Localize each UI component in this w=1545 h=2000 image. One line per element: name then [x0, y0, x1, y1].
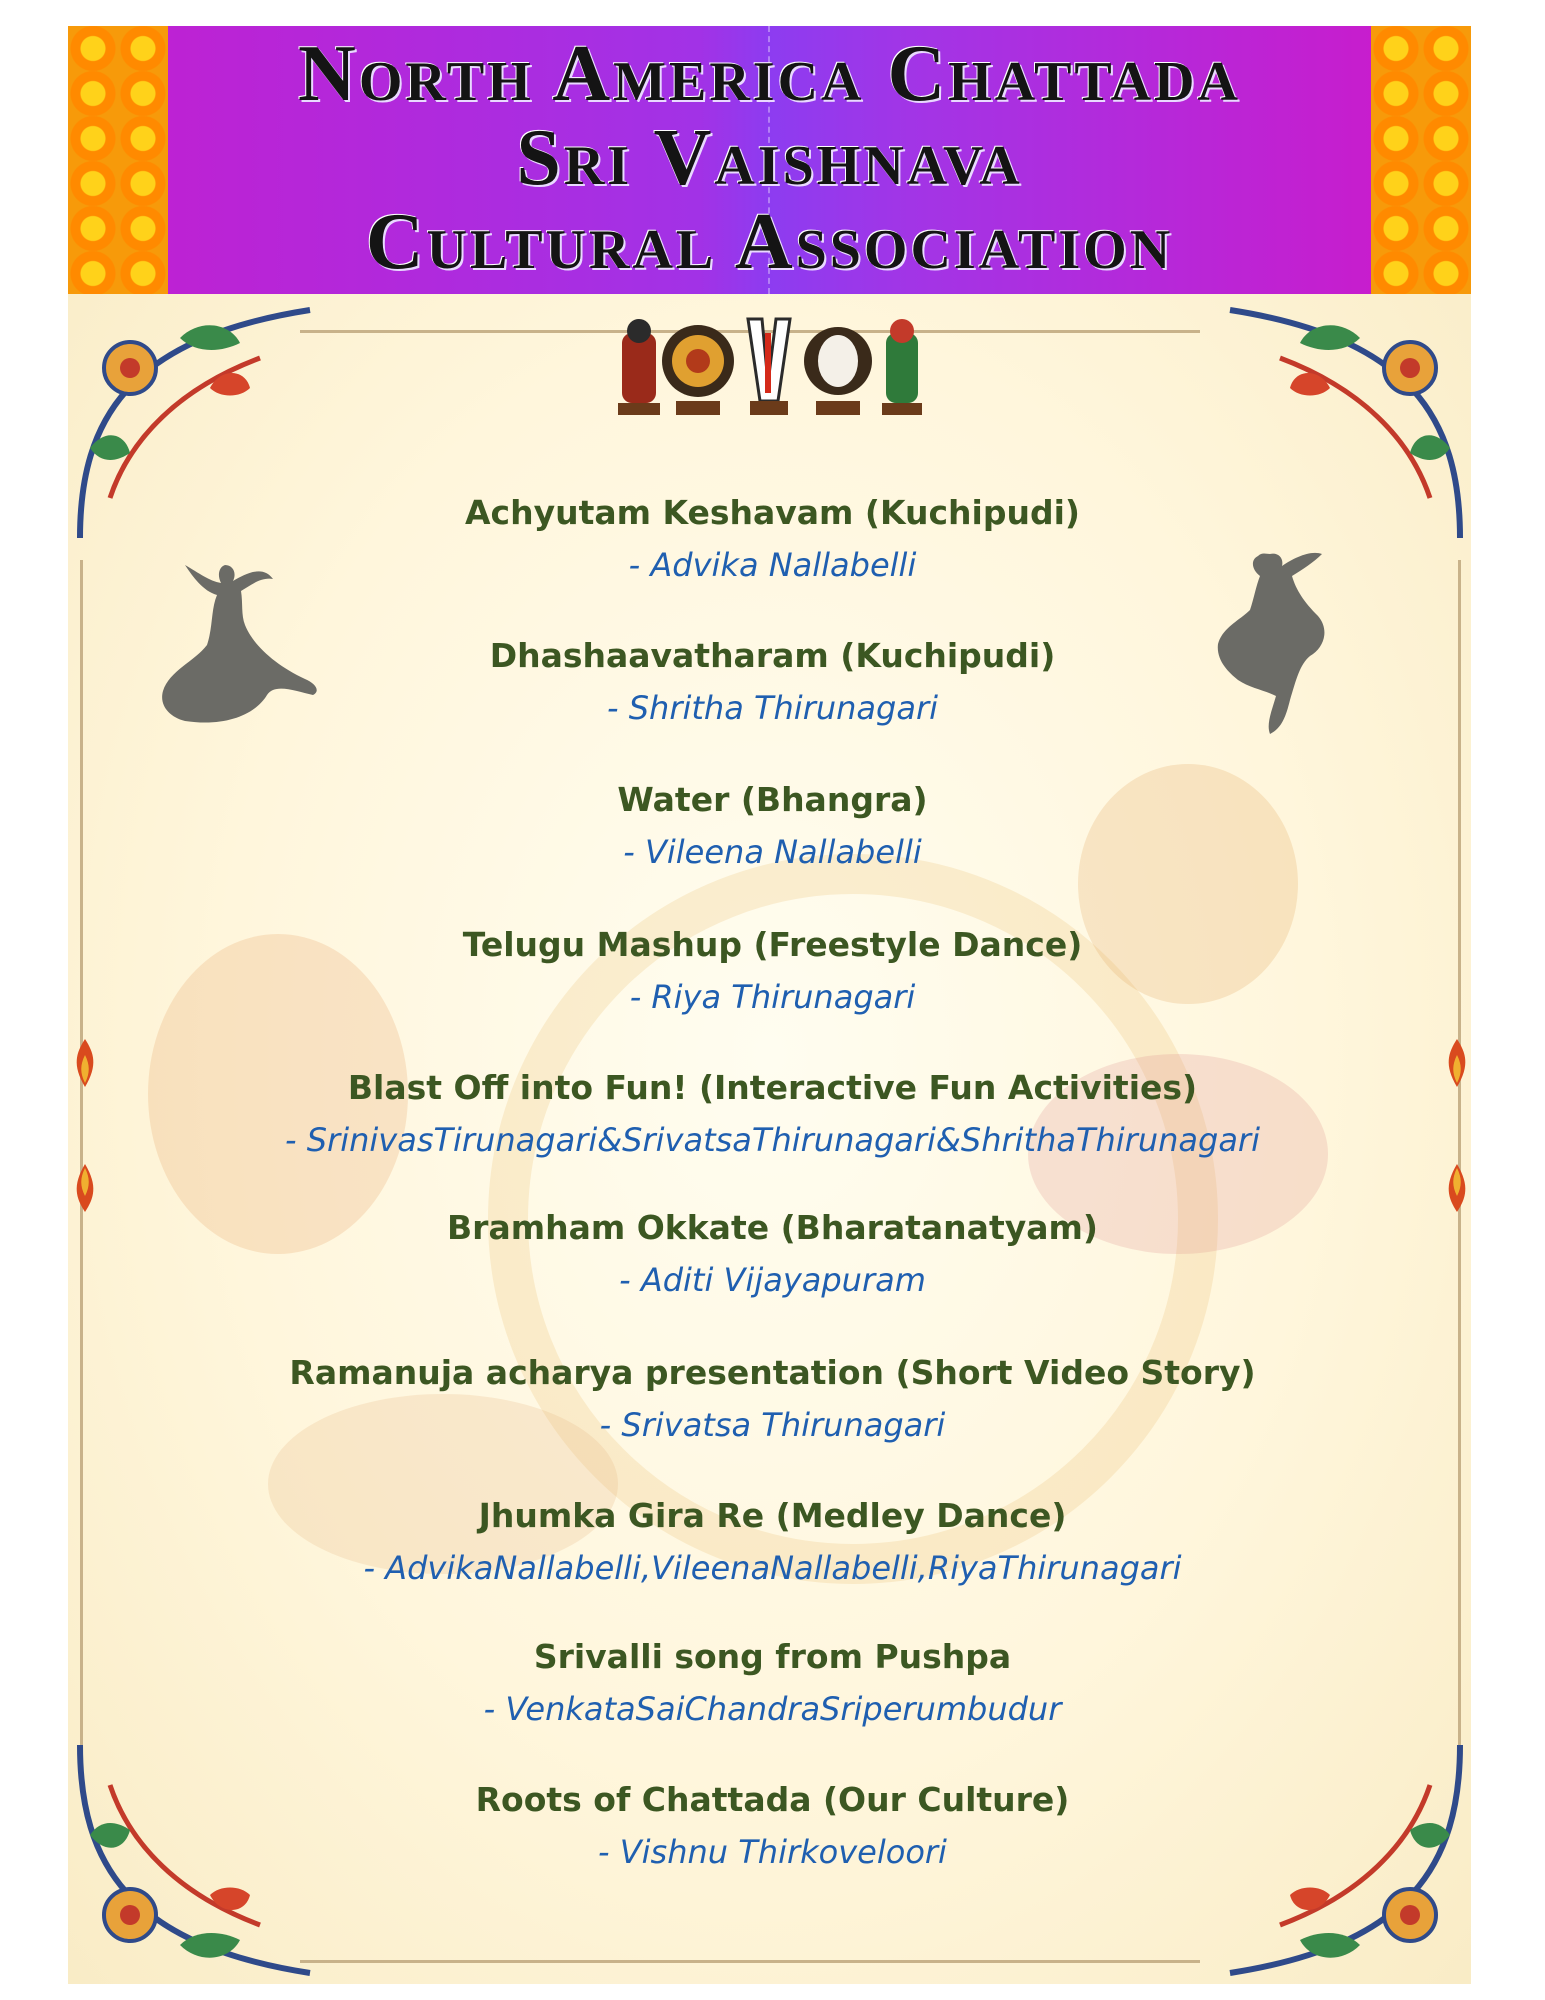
list-item	[0, 1496, 1545, 1588]
list-item	[0, 1780, 1545, 1872]
title-line-3: Cultural Association	[365, 198, 1174, 286]
program-title: Telugu Mashup (Freestyle Dance)	[462, 925, 1083, 964]
hanuman-figure-icon	[882, 319, 922, 415]
list-item	[0, 636, 1545, 728]
program-title: Dhashaavatharam (Kuchipudi)	[489, 636, 1056, 675]
header-banner	[68, 26, 1471, 294]
program-title: Jhumka Gira Re (Medley Dance)	[478, 1496, 1067, 1535]
program-title: Roots of Chattada (Our Culture)	[475, 1780, 1070, 1819]
page-title	[178, 32, 1361, 284]
program-performer: - Advika Nallabelli	[628, 546, 917, 584]
list-item	[0, 1208, 1545, 1300]
title-line-2: Sri Vaishnava	[516, 114, 1023, 202]
title-line-1: North America Chattada	[298, 30, 1241, 118]
program-performer: - Srivatsa Thirunagari	[599, 1406, 946, 1444]
deity-icons	[618, 313, 923, 418]
marigold-garland-icon	[68, 26, 168, 294]
program-performer: - VenkataSaiChandraSriperumbudur	[483, 1690, 1062, 1728]
shankha-icon	[804, 327, 872, 415]
list-item	[0, 1353, 1545, 1445]
program-performer: - Aditi Vijayapuram	[619, 1261, 926, 1299]
program-performer: - Vileena Nallabelli	[623, 833, 922, 871]
list-item	[0, 780, 1545, 872]
program-title: Bramham Okkate (Bharatanatyam)	[447, 1208, 1098, 1247]
program-performer: - Vishnu Thirkoveloori	[598, 1833, 947, 1871]
program-performer: - SrinivasTirunagari&SrivatsaThirunagari&ShrithaThirunagari	[285, 1121, 1260, 1159]
program-title: Water (Bhangra)	[617, 780, 928, 819]
list-item	[0, 1637, 1545, 1729]
program-title: Achyutam Keshavam (Kuchipudi)	[464, 493, 1080, 532]
program-performer: - AdvikaNallabelli,VileenaNallabelli,RiyaThirunagari	[363, 1549, 1182, 1587]
list-item	[0, 1068, 1545, 1160]
namam-icon	[748, 319, 790, 415]
program-title: Srivalli song from Pushpa	[533, 1637, 1012, 1676]
deity-figure-icon	[618, 319, 660, 415]
list-item	[0, 925, 1545, 1017]
program-performer: - Riya Thirunagari	[629, 978, 916, 1016]
program-performer: - Shritha Thirunagari	[607, 689, 938, 727]
marigold-garland-icon	[1371, 26, 1471, 294]
chakra-icon	[662, 325, 734, 415]
list-item	[0, 493, 1545, 585]
program-title: Ramanuja acharya presentation (Short Video Story)	[289, 1353, 1256, 1392]
border-line	[300, 1960, 1200, 1963]
program-title: Blast Off into Fun! (Interactive Fun Activities)	[347, 1068, 1198, 1107]
